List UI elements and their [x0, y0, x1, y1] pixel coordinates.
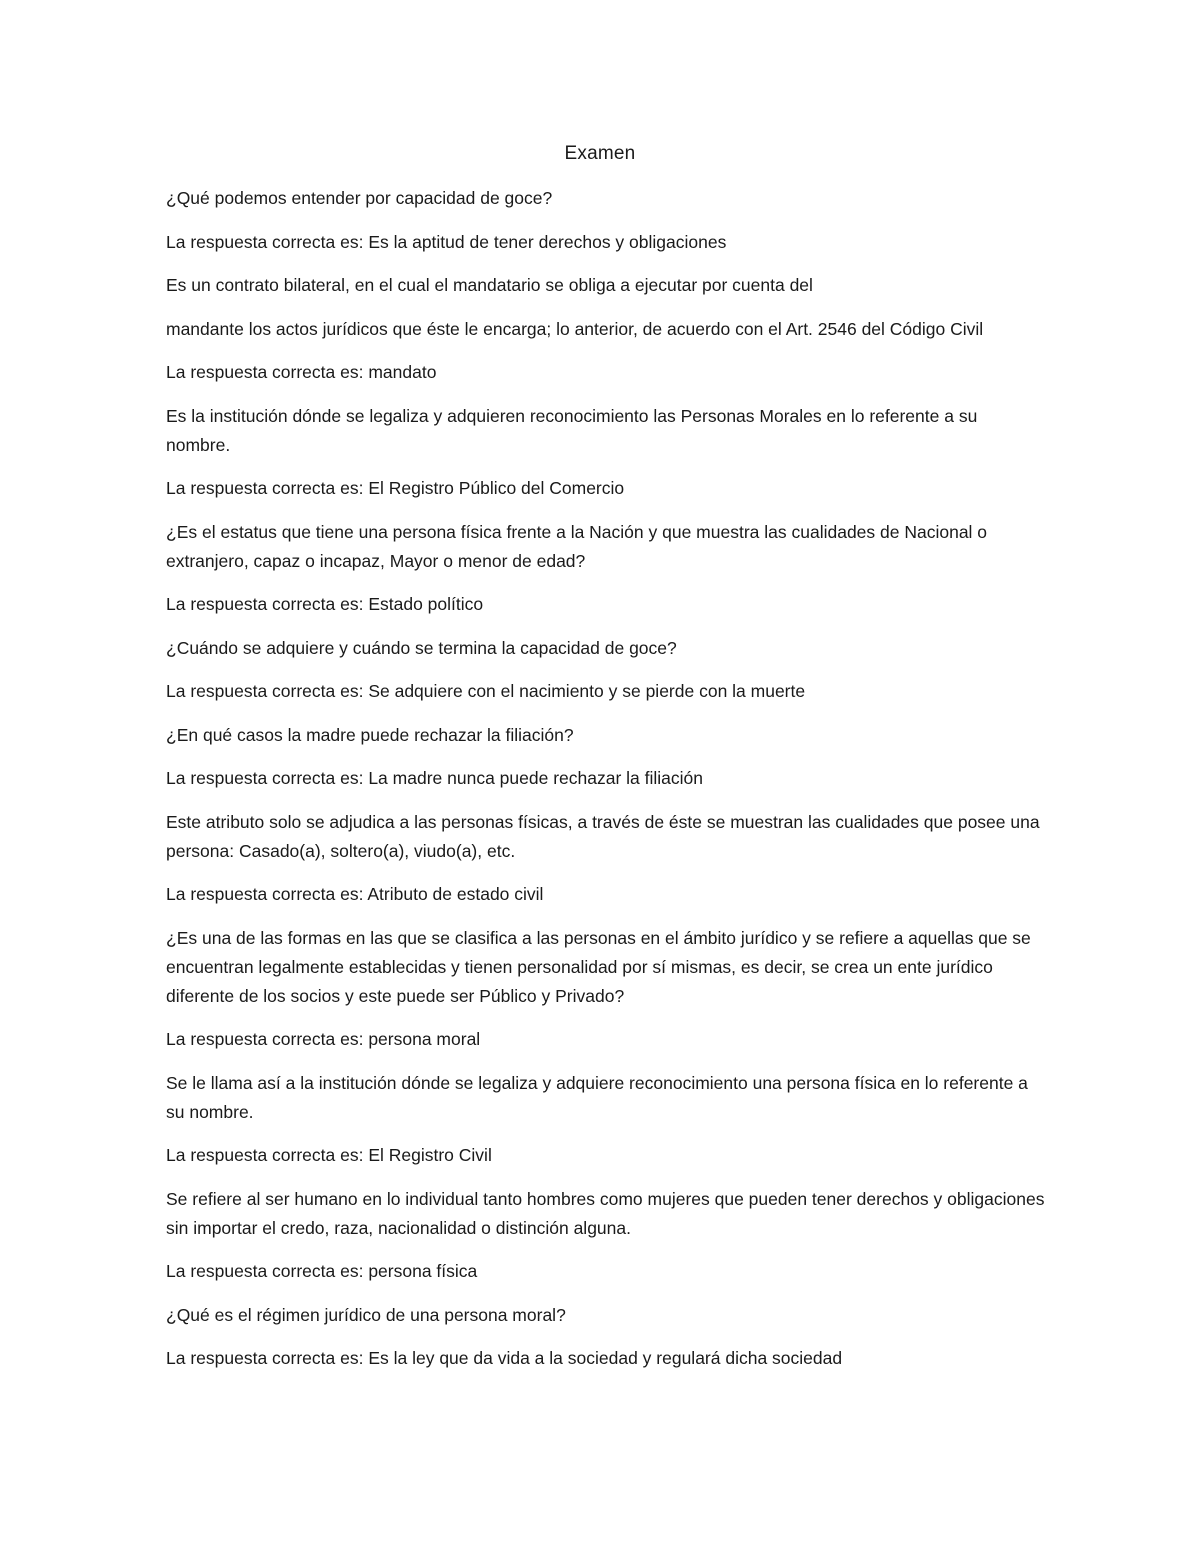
question-paragraph: ¿Cuándo se adquiere y cuándo se termina la capacidad de goce? — [166, 637, 677, 658]
document-title: Examen — [564, 143, 636, 164]
answer-paragraph: La respuesta correcta es: Es la ley que da vida a la sociedad y regulará dicha sociedad — [166, 1348, 843, 1368]
document-body — [166, 184, 1046, 1388]
question-paragraph: Este atributo solo se adjudica a las personas físicas, a través de éste se muestran las cualidades que posee una persona: Casado(a), soltero(a), viudo(a), etc. — [166, 811, 1040, 861]
question-paragraph: Es un contrato bilateral, en el cual el mandatario se obliga a ejecutar por cuenta del — [166, 275, 813, 295]
answer-paragraph: La respuesta correcta es: Se adquiere con el nacimiento y se pierde con la muerte — [166, 681, 806, 701]
question-paragraph: ¿En qué casos la madre puede rechazar la filiación? — [166, 724, 574, 745]
answer-paragraph: La respuesta correcta es: persona moral — [166, 1029, 481, 1049]
answer-paragraph: La respuesta correcta es: La madre nunca puede rechazar la filiación — [166, 768, 703, 788]
question-paragraph: ¿Qué es el régimen jurídico de una persona moral? — [166, 1304, 566, 1325]
question-paragraph: ¿Es el estatus que tiene una persona física frente a la Nación y que muestra las cualidades de Nacional o extranjero, capaz o incapaz, Mayor o menor de edad? — [166, 521, 988, 571]
answer-paragraph: La respuesta correcta es: Atributo de estado civil — [166, 884, 544, 904]
answer-paragraph: La respuesta correcta es: El Registro Civil — [166, 1145, 492, 1165]
answer-paragraph: La respuesta correcta es: persona física — [166, 1261, 478, 1281]
answer-paragraph: La respuesta correcta es: Estado político — [166, 594, 484, 614]
question-paragraph: ¿Qué podemos entender por capacidad de goce? — [166, 188, 553, 208]
question-paragraph: Es la institución dónde se legaliza y adquieren reconocimiento las Personas Morales en lo referente a su nombre. — [166, 405, 978, 455]
answer-paragraph: La respuesta correcta es: Es la aptitud de tener derechos y obligaciones — [166, 231, 727, 252]
answer-paragraph: La respuesta correcta es: mandato — [166, 362, 437, 382]
question-paragraph: ¿Es una de las formas en las que se clasifica a las personas en el ámbito jurídico y se refiere a aquellas que se encuentran legalmente establecidas y tienen personalidad por sí mismas, es decir, se crea un ente jurídico diferente de los socios y este puede ser Público y Privado? — [166, 927, 1031, 1006]
question-paragraph: Se le llama así a la institución dónde se legaliza y adquiere reconocimiento una persona física en lo referente a su nombre. — [166, 1072, 1028, 1122]
question-paragraph: Se refiere al ser humano en lo individual tanto hombres como mujeres que pueden tener derechos y obligaciones sin importar el credo, raza, nacionalidad o distinción alguna. — [166, 1188, 1045, 1238]
question-paragraph: mandante los actos jurídicos que éste le encarga; lo anterior, de acuerdo con el Art. 2546 del Código Civil — [166, 318, 984, 339]
answer-paragraph: La respuesta correcta es: El Registro Público del Comercio — [166, 478, 625, 498]
